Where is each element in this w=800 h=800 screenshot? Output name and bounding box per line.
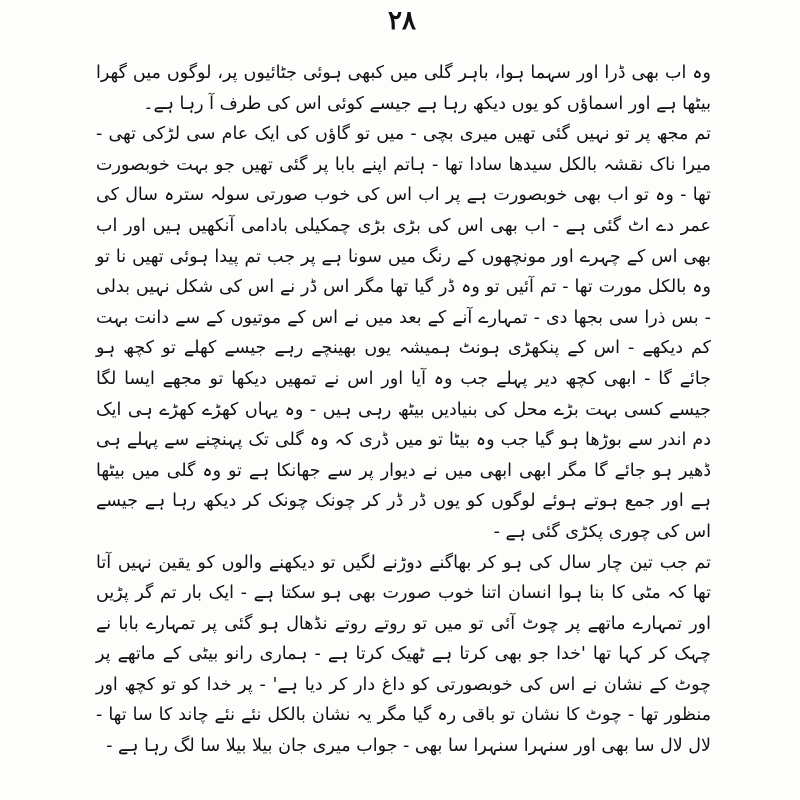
page-number: ۲۸ [388, 6, 416, 36]
paragraph-2: تم مجھ پر تو نہیں گئی تھیں میری بچی - میں تو گاؤں کی ایک عام سی لڑکی تھی - میرا ناک نقشہ بالکل سیدھا سادا تھا - ہاتم اپنے بابا پر گئی تھیں جو بہت خوبصورت تھا - وہ تو اب بھی خوبصورت ہے پر اب اس کی خوب صورتی سولہ سترہ سال کی عمر دے اٹ گئی ہے - اب بھی اس کی بڑی بڑی چمکیلی بادامی آنکھیں ہیں اور اب بھی اس کے چہرے اور مونچھوں کے رنگ میں سونا ہے پر جب تم پیدا ہوئی تھیں نا تو وہ بالکل مورت تھا - تم آئیں تو وہ ڈر گیا تھا مگر اس ڈر نے اس کی شکل نہیں بدلی - بس ذرا سی بجھا دی - تمہارے آنے کے بعد میں نے اس کے موتیوں کے سے دانت بہت کم دیکھے - اس کے پنکھڑی ہونٹ ہمیشہ یوں بھینچے رہے جیسے کھلے تو کچھ ہو جائے گا - ابھی کچھ دیر پہلے جب وہ آیا اور اس نے تمھیں دیکھا تو مجھے ایسا لگا جیسے کسی بہت بڑے محل کی بنیادیں بیٹھ رہی ہیں - وہ یہاں کھڑے کھڑے ہی ایک دم اندر سے بوڑھا ہو گیا جب وہ بیٹا تو میں ڈری کہ وہ گلی تک پہنچنے سے پہلے ہی ڈھیر ہو جائے گا مگر ابھی ابھی میں نے دیوار پر سے جھانکا ہے تو وہ گلی میں بیٹھا ہے اور جمع ہوتے ہوئے لوگوں کو یوں ڈر ڈر کر چونک چونک کر دیکھ رہا ہے جیسے اس کی چوری پکڑی گئی ہے - [96, 124, 711, 542]
paragraph-1: وہ اب بھی ڈرا اور سہما ہوا، باہر گلی میں کبھی ہوئی جٹائیوں پر، لوگوں میں گھرا بیٹھا ہے اور اسماؤں کو یوں دیکھ رہا ہے جیسے کوئی اس کی طرف آ رہا ہے۔ [96, 63, 711, 114]
paragraph-3: تم جب تین چار سال کی ہو کر بھاگنے دوڑنے لگیں تو دیکھنے والوں کو یقین نہیں آتا تھا کہ مٹی کا بنا ہوا انسان اتنا خوب صورت بھی ہو سکتا ہے - ایک بار تم گر پڑیں اور تمہارے ماتھے پر چوٹ آئی تو میں تو روتے روتے نڈھال ہو گئی پر تمہارے بابا نے چہک کر کہا تھا 'خدا جو بھی کرتا ہے ٹھیک کرتا ہے - ہماری رانو بیٹی کے ماتھے پر چوٹ کے نشان نے اس کی خوبصورتی کو داغ دار کر دیا ہے' - پر خدا کو تو کچھ اور منظور تھا - چوٹ کا نشان تو باقی رہ گیا مگر یہ نشان بالکل نئے نئے چاند کا سا تھا - لال لال سا بھی اور سنہرا سنہرا سا بھی - جواب میری جان بیلا بیلا سا لگ رہا ہے - [96, 552, 711, 757]
body-text [96, 58, 711, 762]
